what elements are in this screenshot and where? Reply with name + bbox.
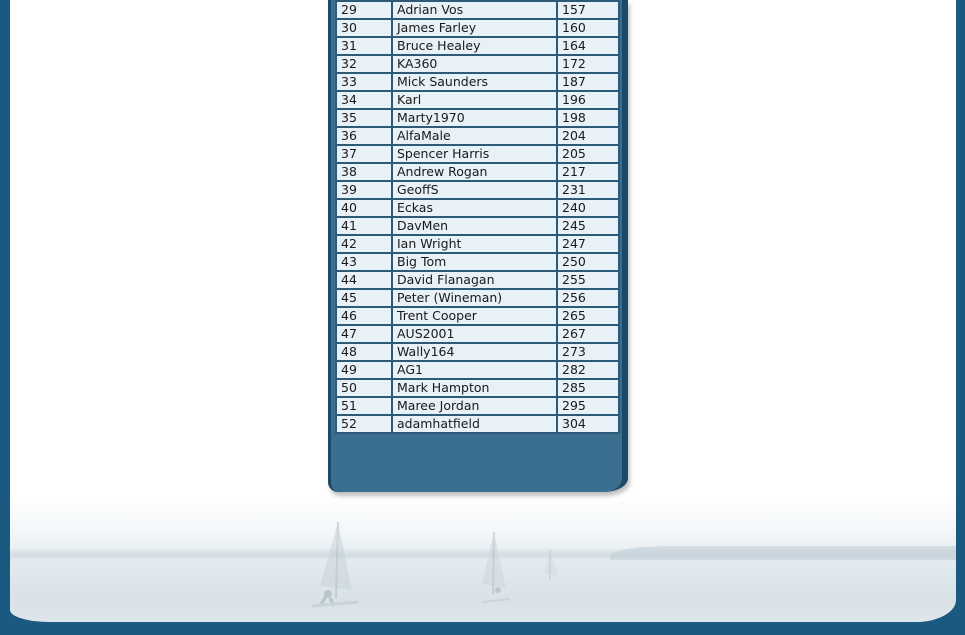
score-cell: 172 (557, 55, 619, 73)
rank-cell: 52 (336, 415, 392, 433)
table-row (336, 217, 619, 235)
name-cell: Wally164 (392, 343, 557, 361)
score-cell: 256 (557, 289, 619, 307)
name-cell: Peter (Wineman) (392, 289, 557, 307)
score-cell: 217 (557, 163, 619, 181)
rank-cell: 29 (336, 1, 392, 19)
score-cell: 240 (557, 199, 619, 217)
score-cell: 231 (557, 181, 619, 199)
score-cell: 160 (557, 19, 619, 37)
name-cell: Marty1970 (392, 109, 557, 127)
score-cell: 295 (557, 397, 619, 415)
name-cell: Bruce Healey (392, 37, 557, 55)
name-cell: adamhatfield (392, 415, 557, 433)
table-row (336, 163, 619, 181)
rank-cell: 44 (336, 271, 392, 289)
name-cell: GeoffS (392, 181, 557, 199)
rank-cell: 32 (336, 55, 392, 73)
rank-cell: 45 (336, 289, 392, 307)
table-row (336, 253, 619, 271)
name-cell: David Flanagan (392, 271, 557, 289)
rank-cell: 30 (336, 19, 392, 37)
name-cell: Andrew Rogan (392, 163, 557, 181)
distant-shoreline (610, 546, 956, 560)
table-row (336, 145, 619, 163)
score-cell: 285 (557, 379, 619, 397)
score-cell: 205 (557, 145, 619, 163)
score-cell: 198 (557, 109, 619, 127)
rank-cell: 48 (336, 343, 392, 361)
name-cell: Karl (392, 91, 557, 109)
rank-cell: 42 (336, 235, 392, 253)
table-row (336, 235, 619, 253)
name-cell: Maree Jordan (392, 397, 557, 415)
rank-cell: 31 (336, 37, 392, 55)
table-row (336, 361, 619, 379)
name-cell: AlfaMale (392, 127, 557, 145)
name-cell: Spencer Harris (392, 145, 557, 163)
table-row (336, 343, 619, 361)
leaderboard-table (335, 0, 620, 434)
table-row (336, 55, 619, 73)
windsurfer-icon (308, 520, 368, 610)
score-cell: 204 (557, 127, 619, 145)
name-cell: Eckas (392, 199, 557, 217)
rank-cell: 49 (336, 361, 392, 379)
name-cell: AG1 (392, 361, 557, 379)
table-row (336, 127, 619, 145)
rank-cell: 41 (336, 217, 392, 235)
score-cell: 273 (557, 343, 619, 361)
windsurfer-icon (540, 548, 564, 584)
score-cell: 255 (557, 271, 619, 289)
name-cell: AUS2001 (392, 325, 557, 343)
rank-cell: 51 (336, 397, 392, 415)
table-row (336, 37, 619, 55)
table-row (336, 325, 619, 343)
table-row (336, 19, 619, 37)
leaderboard-panel (328, 0, 628, 492)
table-row (336, 307, 619, 325)
score-cell: 250 (557, 253, 619, 271)
score-cell: 282 (557, 361, 619, 379)
name-cell: Trent Cooper (392, 307, 557, 325)
name-cell: James Farley (392, 19, 557, 37)
table-row (336, 181, 619, 199)
score-cell: 196 (557, 91, 619, 109)
rank-cell: 33 (336, 73, 392, 91)
table-row (336, 397, 619, 415)
score-cell: 304 (557, 415, 619, 433)
rank-cell: 43 (336, 253, 392, 271)
table-row (336, 271, 619, 289)
rank-cell: 40 (336, 199, 392, 217)
windsurfer-icon (476, 530, 516, 605)
table-row (336, 73, 619, 91)
table-row (336, 91, 619, 109)
rank-cell: 47 (336, 325, 392, 343)
rank-cell: 46 (336, 307, 392, 325)
rank-cell: 39 (336, 181, 392, 199)
rank-cell: 36 (336, 127, 392, 145)
table-row (336, 379, 619, 397)
rank-cell: 35 (336, 109, 392, 127)
rank-cell: 50 (336, 379, 392, 397)
table-row (336, 1, 619, 19)
name-cell: Adrian Vos (392, 1, 557, 19)
table-row (336, 289, 619, 307)
score-cell: 265 (557, 307, 619, 325)
name-cell: KA360 (392, 55, 557, 73)
rank-cell: 37 (336, 145, 392, 163)
table-row (336, 109, 619, 127)
rank-cell: 38 (336, 163, 392, 181)
score-cell: 187 (557, 73, 619, 91)
name-cell: Ian Wright (392, 235, 557, 253)
table-row (336, 415, 619, 433)
leaderboard-body (336, 1, 619, 433)
rank-cell: 34 (336, 91, 392, 109)
name-cell: DavMen (392, 217, 557, 235)
score-cell: 247 (557, 235, 619, 253)
table-row (336, 199, 619, 217)
score-cell: 245 (557, 217, 619, 235)
score-cell: 157 (557, 1, 619, 19)
name-cell: Big Tom (392, 253, 557, 271)
name-cell: Mark Hampton (392, 379, 557, 397)
name-cell: Mick Saunders (392, 73, 557, 91)
score-cell: 267 (557, 325, 619, 343)
score-cell: 164 (557, 37, 619, 55)
